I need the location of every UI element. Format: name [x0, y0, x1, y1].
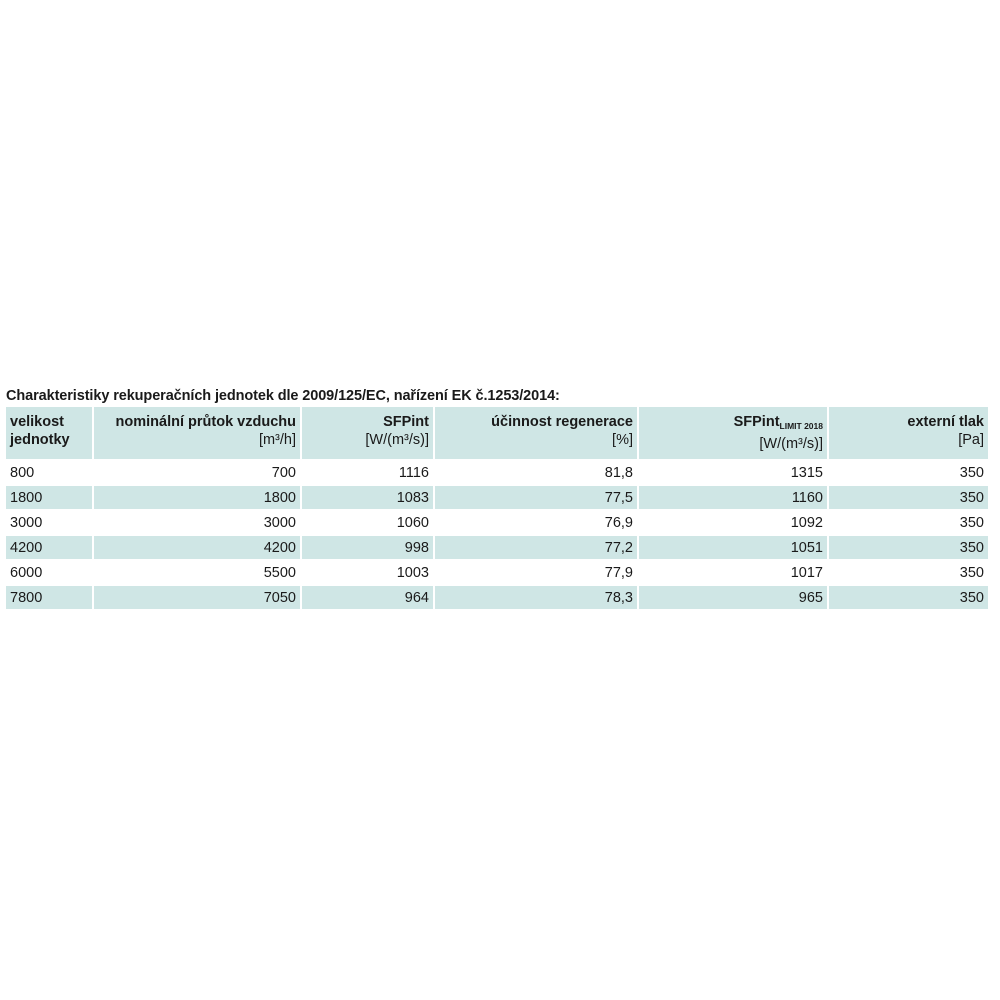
cell-size: 800	[6, 459, 94, 484]
cell-efficiency: 81,8	[435, 459, 639, 484]
cell-flow: 3000	[94, 509, 302, 534]
header-pressure-unit: [Pa]	[958, 432, 984, 448]
table-row	[6, 509, 988, 534]
header-pressure-label: externí tlak	[907, 414, 984, 430]
cell-flow: 4200	[94, 534, 302, 559]
table-header	[6, 407, 988, 459]
cell-sfp: 964	[302, 584, 435, 609]
header-efficiency	[435, 407, 639, 459]
cell-sfp-limit: 1051	[639, 534, 829, 559]
cell-pressure: 350	[829, 534, 988, 559]
cell-efficiency: 77,5	[435, 484, 639, 509]
cell-flow: 1800	[94, 484, 302, 509]
cell-efficiency: 77,2	[435, 534, 639, 559]
header-size-line2: jednotky	[10, 432, 70, 448]
header-sfp-label: SFPint	[383, 414, 429, 430]
header-sfp-unit: [W/(m³/s)]	[365, 432, 429, 448]
table-row	[6, 559, 988, 584]
header-efficiency-label: účinnost regenerace	[491, 414, 633, 430]
cell-pressure: 350	[829, 584, 988, 609]
cell-sfp-limit: 965	[639, 584, 829, 609]
cell-sfp-limit: 1017	[639, 559, 829, 584]
header-sfp-limit-label-wrap	[643, 413, 823, 435]
header-efficiency-unit: [%]	[612, 432, 633, 448]
cell-pressure: 350	[829, 459, 988, 484]
table-row	[6, 459, 988, 484]
cell-sfp-limit: 1092	[639, 509, 829, 534]
header-flow	[94, 407, 302, 459]
table-row	[6, 534, 988, 559]
header-sfp-limit-sub: LIMIT 2018	[779, 421, 823, 431]
cell-size: 7800	[6, 584, 94, 609]
header-sfp-limit	[639, 407, 829, 459]
specs-table	[6, 407, 988, 609]
cell-efficiency: 78,3	[435, 584, 639, 609]
cell-pressure: 350	[829, 509, 988, 534]
cell-pressure: 350	[829, 484, 988, 509]
cell-flow: 5500	[94, 559, 302, 584]
cell-sfp: 998	[302, 534, 435, 559]
cell-size: 3000	[6, 509, 94, 534]
cell-efficiency: 76,9	[435, 509, 639, 534]
table-row	[6, 584, 988, 609]
header-sfp-limit-label: SFPint	[733, 414, 780, 430]
table-title: Charakteristiky rekuperačních jednotek dle 2009/125/EC, nařízení EK č.1253/2014:	[6, 388, 560, 404]
cell-sfp-limit: 1315	[639, 459, 829, 484]
cell-flow: 700	[94, 459, 302, 484]
cell-sfp-limit: 1160	[639, 484, 829, 509]
header-pressure	[829, 407, 988, 459]
header-size-line1: velikost	[10, 414, 64, 430]
header-sfp	[302, 407, 435, 459]
cell-sfp: 1083	[302, 484, 435, 509]
cell-size: 6000	[6, 559, 94, 584]
cell-size: 4200	[6, 534, 94, 559]
header-flow-unit: [m³/h]	[258, 432, 296, 448]
header-sfp-limit-unit: [W/(m³/s)]	[759, 436, 823, 452]
cell-efficiency: 77,9	[435, 559, 639, 584]
table-row	[6, 484, 988, 509]
header-size	[6, 407, 94, 459]
header-flow-label: nominální průtok vzduchu	[115, 414, 296, 430]
cell-sfp: 1003	[302, 559, 435, 584]
cell-sfp: 1116	[302, 459, 435, 484]
cell-sfp: 1060	[302, 509, 435, 534]
cell-flow: 7050	[94, 584, 302, 609]
header-row	[6, 407, 988, 459]
specs-table-section	[6, 387, 988, 609]
cell-pressure: 350	[829, 559, 988, 584]
table-body	[6, 459, 988, 609]
cell-size: 1800	[6, 484, 94, 509]
